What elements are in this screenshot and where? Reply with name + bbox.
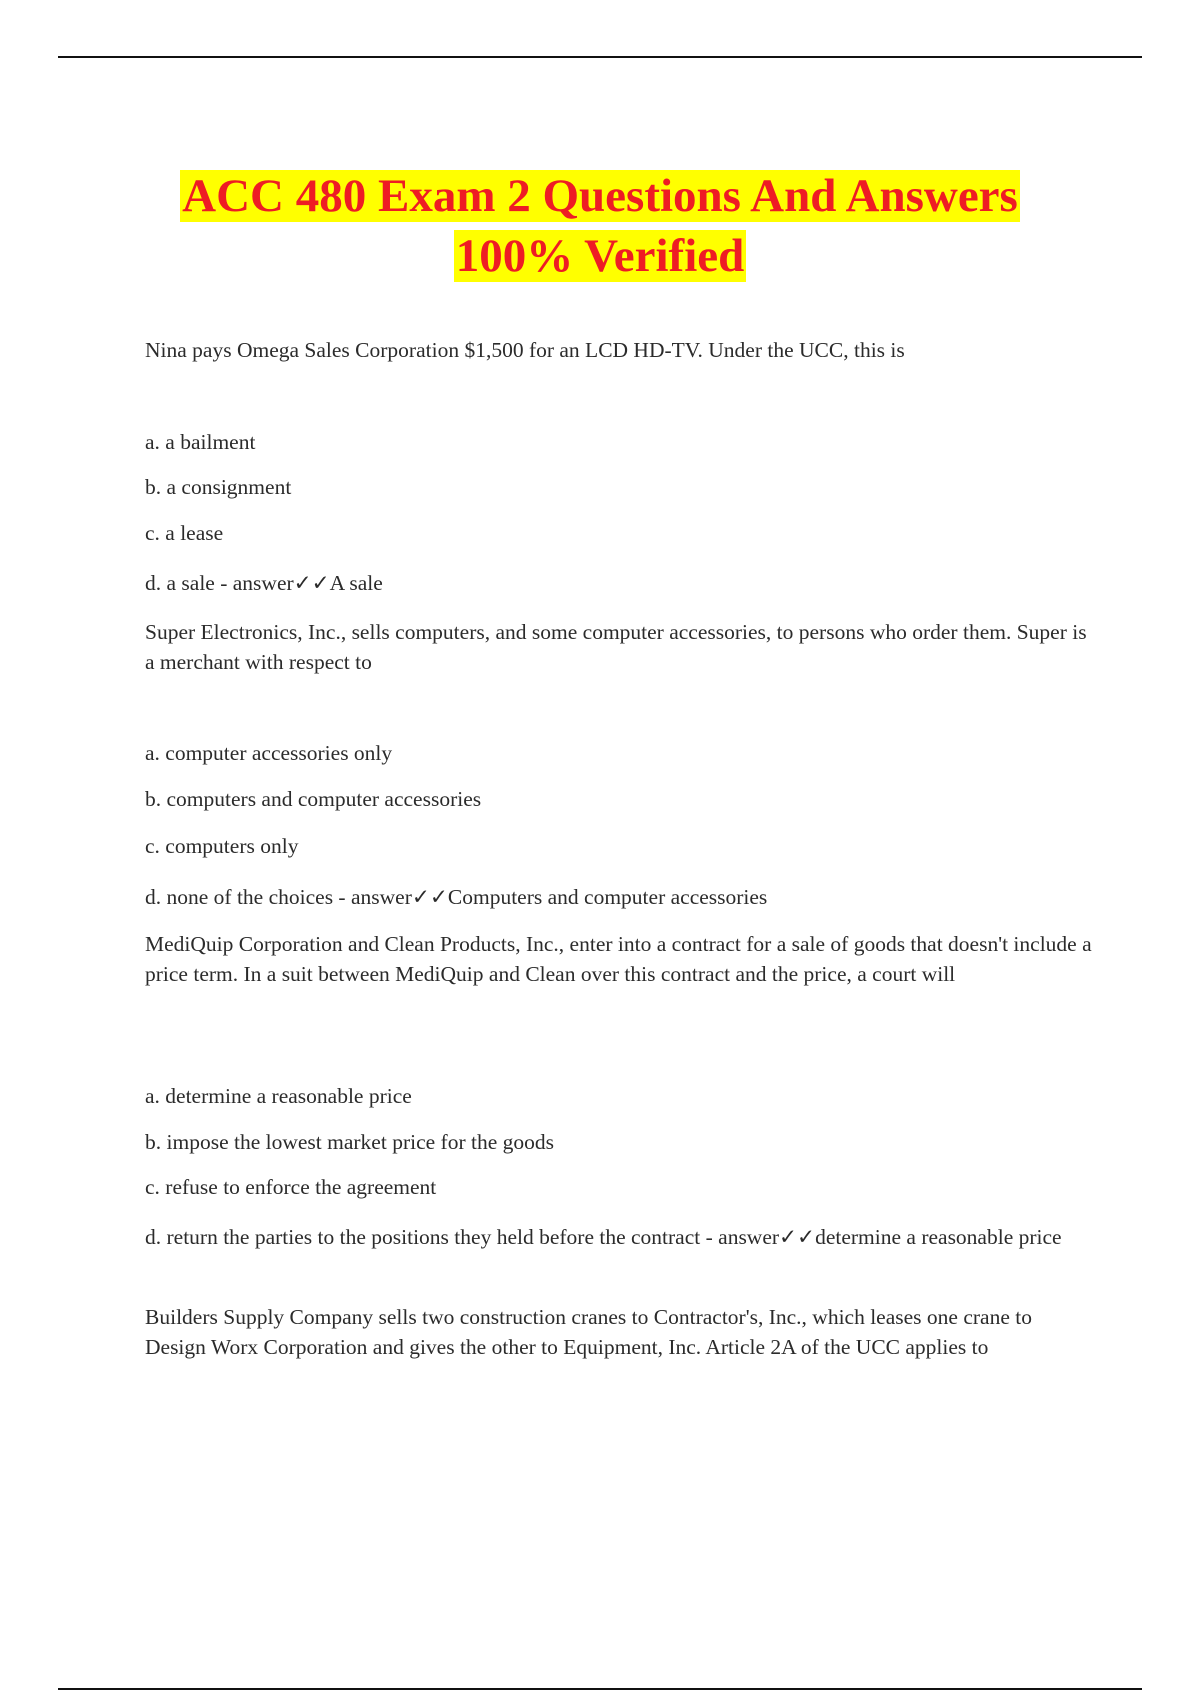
- question-3-option-a: a. determine a reasonable price: [145, 1084, 412, 1108]
- question-3-option-c: c. refuse to enforce the agreement: [145, 1175, 437, 1199]
- document-title: [0, 166, 1200, 286]
- question-3-option-d: d. return the parties to the positions they held before the contract - answer✓✓determine a reasonable price: [145, 1225, 1062, 1249]
- header-rule: [58, 56, 1142, 58]
- question-2-option-a: a. computer accessories only: [145, 741, 393, 765]
- question-3-prompt: MediQuip Corporation and Clean Products, Inc., enter into a contract for a sale of goods that doesn't include a price term. In a suit between MediQuip and Clean over this contract and the price, a court will: [145, 932, 1092, 986]
- question-1-option-a: a. a bailment: [145, 430, 256, 454]
- question-1-option-b: b. a consignment: [145, 475, 292, 499]
- question-2-prompt: Super Electronics, Inc., sells computers, and some computer accessories, to persons who order them. Super is a merchant with respect to: [145, 620, 1087, 674]
- question-2-option-c: c. computers only: [145, 834, 299, 858]
- question-4-prompt: Builders Supply Company sells two construction cranes to Contractor's, Inc., which leases one crane to Design Worx Corporation and gives the other to Equipment, Inc. Article 2A of the UCC applies to: [145, 1305, 1032, 1359]
- question-2-option-b: b. computers and computer accessories: [145, 787, 482, 811]
- question-1-option-c: c. a lease: [145, 521, 224, 545]
- footer-rule: [58, 1688, 1142, 1690]
- question-1-prompt: Nina pays Omega Sales Corporation $1,500 for an LCD HD-TV. Under the UCC, this is: [145, 338, 905, 362]
- question-1-option-d: d. a sale - answer✓✓A sale: [145, 571, 383, 595]
- title-line-1: ACC 480 Exam 2 Questions And Answers: [182, 170, 1018, 222]
- title-line-2: 100% Verified: [455, 230, 745, 282]
- question-3-option-b: b. impose the lowest market price for the goods: [145, 1130, 554, 1154]
- question-2-option-d: d. none of the choices - answer✓✓Computers and computer accessories: [145, 885, 768, 909]
